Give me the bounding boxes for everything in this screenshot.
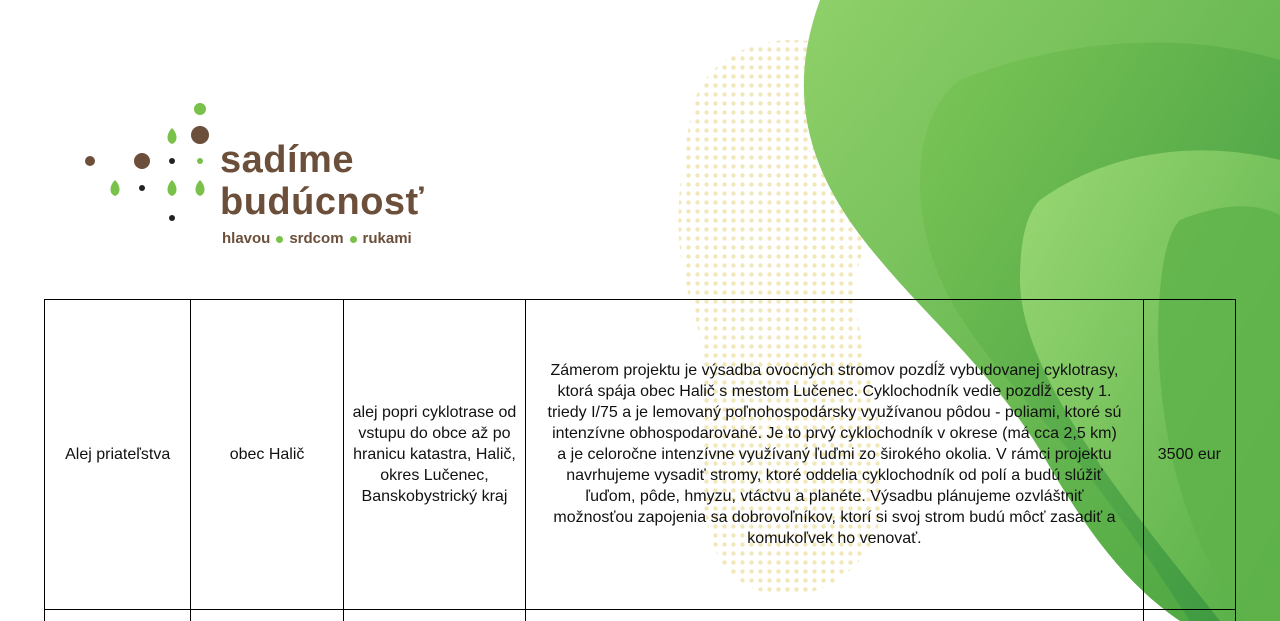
tagline-separator-dot-icon bbox=[276, 236, 283, 243]
projects-table bbox=[44, 299, 1236, 621]
description-cell: Zámerom projektu je výsadba ovocných stromov pozdĺž vybudovanej cyklotrasy, ktorá spája obec Halič s mestom Lučenec. Cyklochodník vedie pozdĺž cesty 1. triedy I/75 a je lemovaný poľnohospodársky využívanou pôdou - poliami, ktoré sú intenzívne obhospodarované. Je to prvý cyklochodník v okrese (má cca 2,5 km) a je celoročne intenzívne využívaný ľuďmi zo širokého okolia. V rámci projektu navrhujeme vysadiť stromy, ktoré oddelia cyklochodník od polí a budú slúžiť ľuďom, pôde, hmyzu, vtáctvu a planéte. Výsadbu plánujeme ozvláštniť možnosťou zapojenia sa dobrovoľníkov, ktorí si svoj strom budú môcť zasadiť a komukoľvek ho venovať. bbox=[526, 300, 1144, 610]
table-row bbox=[45, 300, 1236, 610]
description-cell bbox=[526, 610, 1144, 621]
project-name-cell bbox=[45, 610, 191, 621]
tagline-word-2: srdcom bbox=[289, 230, 344, 247]
brand-tagline bbox=[222, 230, 412, 247]
amount-cell: 3500 eur bbox=[1143, 300, 1235, 610]
tagline-word-3: rukami bbox=[362, 230, 412, 247]
location-cell bbox=[343, 610, 525, 621]
logo bbox=[80, 98, 500, 258]
brand-name-line-1: sadíme bbox=[220, 139, 354, 181]
applicant-cell bbox=[191, 610, 343, 621]
tagline-separator-dot-icon bbox=[350, 236, 357, 243]
amount-cell bbox=[1143, 610, 1235, 621]
tagline-word-1: hlavou bbox=[222, 230, 271, 247]
logo-seed-dots-icon bbox=[80, 98, 220, 228]
applicant-cell: obec Halič bbox=[191, 300, 343, 610]
brand-name-line-2: budúcnosť bbox=[220, 181, 425, 223]
project-name-cell: Alej priateľstva bbox=[45, 300, 191, 610]
table-row bbox=[45, 610, 1236, 621]
location-cell: alej popri cyklotrase od vstupu do obce až po hranicu katastra, Halič, okres Lučenec, Banskobystrický kraj bbox=[343, 300, 525, 610]
